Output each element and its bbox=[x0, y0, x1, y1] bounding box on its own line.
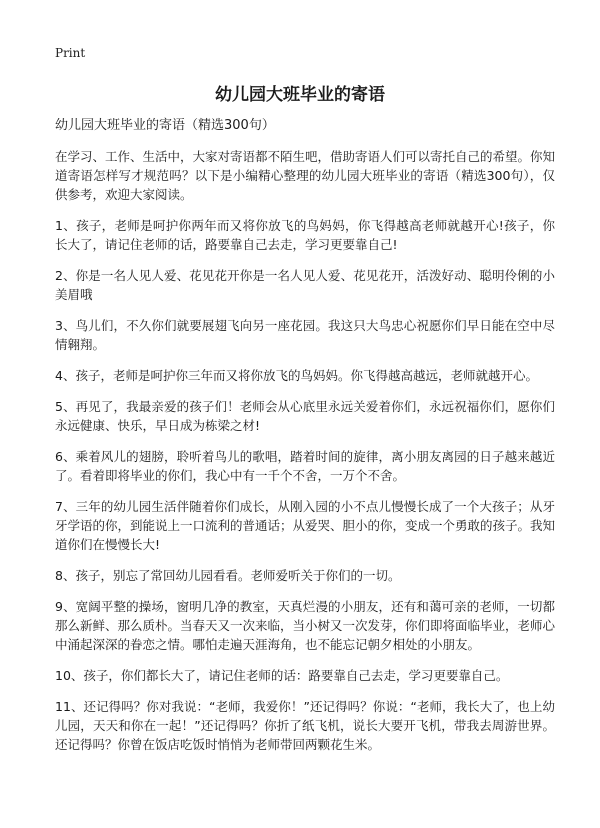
print-link[interactable]: Print bbox=[55, 46, 86, 60]
message-item: 8、孩子，别忘了常回幼儿园看看。老师爱听关于你们的一切。 bbox=[55, 568, 401, 583]
message-item: 10、孩子，你们都长大了，请记住老师的话：路要靠自己去走，学习更要靠自己。 bbox=[55, 668, 509, 683]
intro-paragraph: 在学习、工作、生活中，大家对寄语都不陌生吧，借助寄语人们可以寄托自己的希望。你知道寄语怎样写才规范吗？以下是小编精心整理的幼儿园大班毕业的寄语（精选300句），仅供参考，欢迎大家阅读。 bbox=[55, 149, 556, 202]
message-item: 1、孩子，老师是呵护你两年而又将你放飞的鸟妈妈，你飞得越高老师就越开心!孩子，你长大了，请记住老师的话，路要靠自己去走，学习更要靠自己! bbox=[55, 218, 555, 252]
document-body bbox=[55, 116, 555, 766]
message-item: 5、再见了，我最亲爱的孩子们！老师会从心底里永远关爱着你们，永远祝福你们，愿你们永远健康、快乐，早日成为栋梁之材! bbox=[55, 399, 555, 433]
message-item: 9、宽阔平整的操场，窗明几净的教室，天真烂漫的小朋友，还有和蔼可亲的老师，一切都那么新鲜、那么质朴。当春天又一次来临，当小树又一次发芽，你们即将面临毕业，老师心中涌起深深的眷恋之情。哪怕走遍天涯海角，也不能忘记朝夕相处的小朋友。 bbox=[55, 599, 556, 652]
message-item: 3、鸟儿们，不久你们就要展翅飞向另一座花园。我这只大鸟忠心祝愿你们早日能在空中尽情翱翔。 bbox=[55, 318, 555, 352]
message-item: 7、三年的幼儿园生活伴随着你们成长，从刚入园的小不点儿慢慢长成了一个大孩子；从牙牙学语的你，到能说上一口流利的普通话；从爱哭、胆小的你，变成一个勇敢的孩子。我知道你们在慢慢长大! bbox=[55, 499, 556, 552]
message-item: 6、乘着风儿的翅膀，聆听着鸟儿的歌唱，踏着时间的旋律，离小朋友离园的日子越来越近了。看着即将毕业的你们，我心中有一千个不舍，一万个不舍。 bbox=[55, 449, 555, 483]
message-item: 2、你是一名人见人爱、花见花开你是一名人见人爱、花见花开，活泼好动、聪明伶俐的小美眉哦 bbox=[55, 268, 555, 302]
message-item: 4、孩子，老师是呵护你三年而又将你放飞的鸟妈妈。你飞得越高越远，老师就越开心。 bbox=[55, 368, 538, 383]
message-item: 11、还记得吗？你对我说：“老师，我爱你！”还记得吗？你说：“老师，我长大了，也上幼儿园，天天和你在一起！”还记得吗？你折了纸飞机，说长大要开飞机，带我去周游世界。还记得吗？你曾在饭店吃饭时悄悄为老师带回两颗花生米。 bbox=[55, 699, 555, 752]
document-subtitle: 幼儿园大班毕业的寄语（精选300句） bbox=[55, 118, 275, 133]
page-title: 幼儿园大班毕业的寄语 bbox=[215, 85, 385, 105]
